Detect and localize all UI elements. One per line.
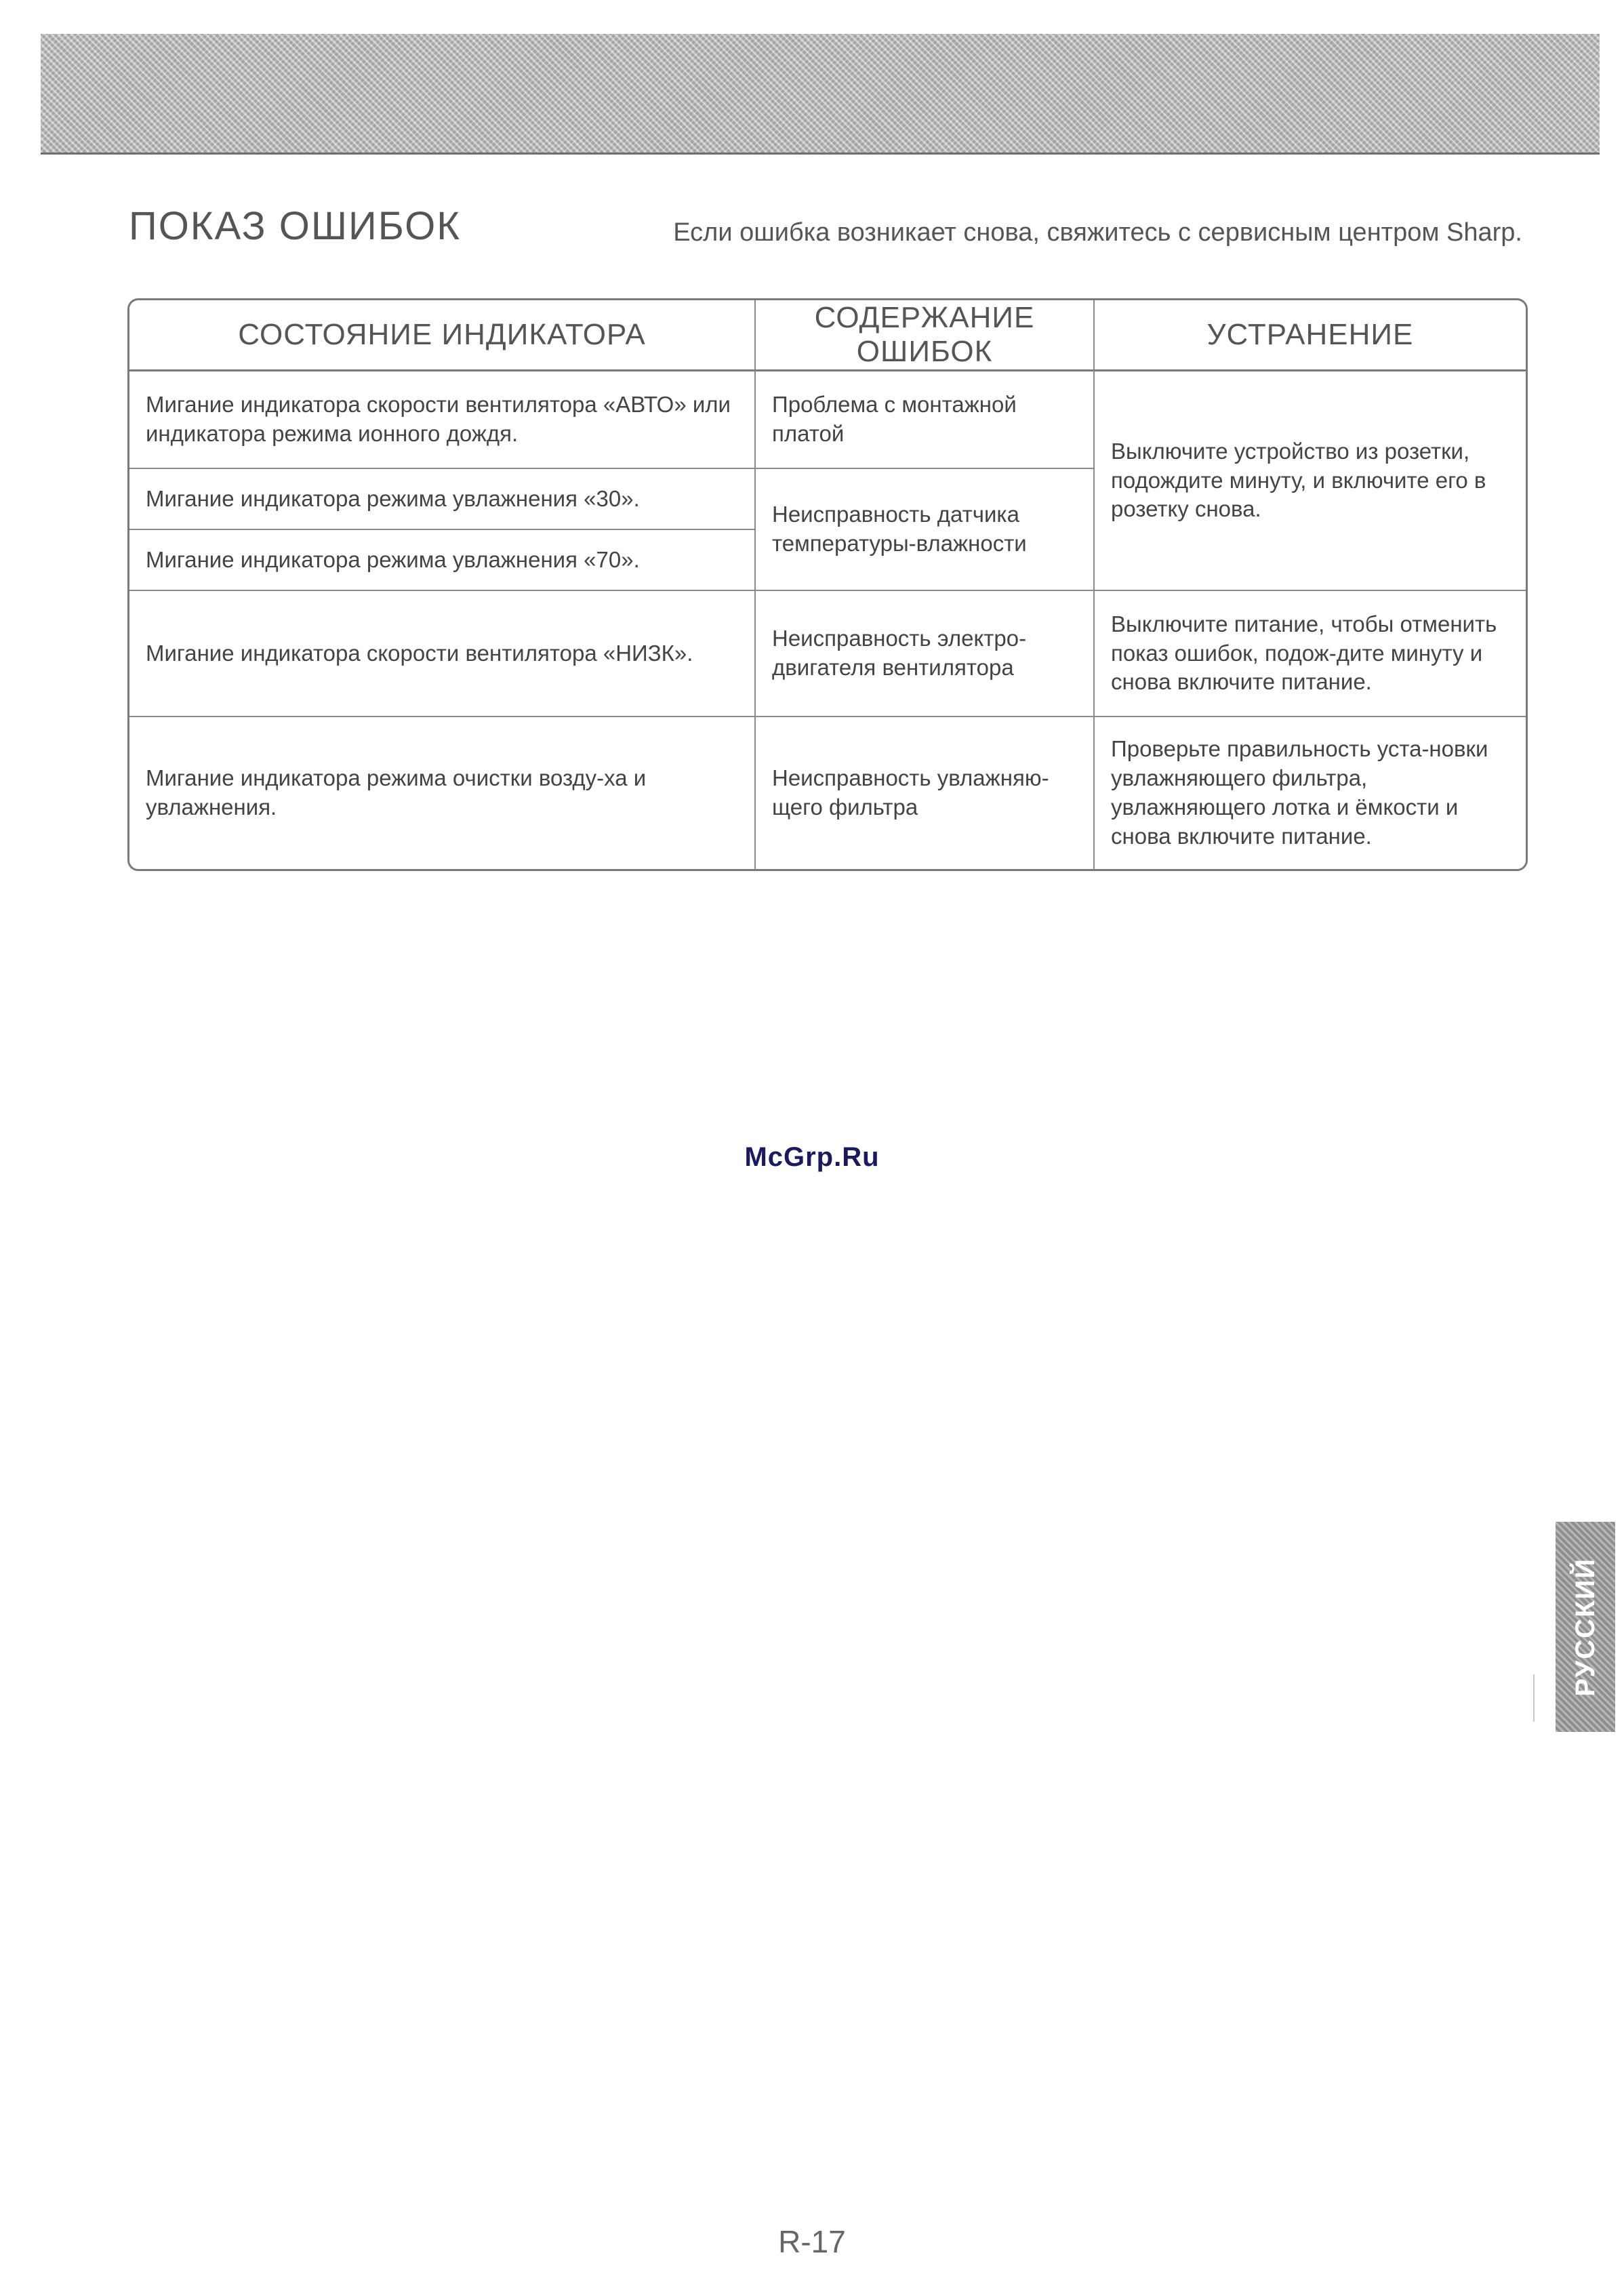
status-cell: Мигание индикатора режима увлажнения «70». — [129, 529, 754, 590]
fix-cell: Выключите питание, чтобы отменить показ ошибок, подож-дите минуту и снова включите питание. — [1093, 590, 1526, 716]
table-row — [129, 371, 1526, 468]
table-row — [129, 590, 1526, 716]
cause-cell: Неисправность датчика температуры-влажности — [754, 468, 1093, 590]
service-note: Если ошибка возникает снова, свяжитесь с сервисным центром Sharp. — [673, 218, 1522, 247]
margin-mark — [1533, 1674, 1535, 1722]
fix-cell: Проверьте правильность уста-новки увлажняющего фильтра, увлажняющего лотка и ёмкости и снова включите питание. — [1093, 716, 1526, 869]
table-header-row — [129, 300, 1526, 371]
status-cell: Мигание индикатора скорости вентилятора «НИЗК». — [129, 590, 754, 716]
status-cell: Мигание индикатора скорости вентилятора «АВТО» или индикатора режима ионного дождя. — [146, 392, 731, 446]
page-title: ПОКАЗ ОШИБОК — [129, 204, 462, 248]
cause-cell: Неисправность электро-двигателя вентилятора — [754, 590, 1093, 716]
language-tab-label: РУССКИЙ — [1570, 1557, 1600, 1697]
header-remedy: УСТРАНЕНИЕ — [1093, 300, 1526, 371]
language-tab — [1556, 1522, 1615, 1732]
fix-cell: Выключите устройство из розетки, подождите минуту, и включите его в розетку снова. — [1093, 371, 1526, 590]
cause-cell: Проблема с монтажной платой — [754, 371, 1093, 468]
header-error-content: СОДЕРЖАНИЕ ОШИБОК — [754, 300, 1093, 371]
error-table — [127, 298, 1528, 871]
page-number: R-17 — [778, 2224, 846, 2259]
header-indicator-status: СОСТОЯНИЕ ИНДИКАТОРА — [129, 300, 754, 371]
watermark: McGrp.Ru — [744, 1142, 880, 1172]
table-row — [129, 716, 1526, 869]
status-cell: Мигание индикатора режима очистки возду-ха и увлажнения. — [129, 716, 754, 869]
header-band — [41, 34, 1600, 155]
status-cell: Мигание индикатора режима увлажнения «30». — [129, 468, 754, 529]
cause-cell: Неисправность увлажняю-щего фильтра — [754, 716, 1093, 869]
